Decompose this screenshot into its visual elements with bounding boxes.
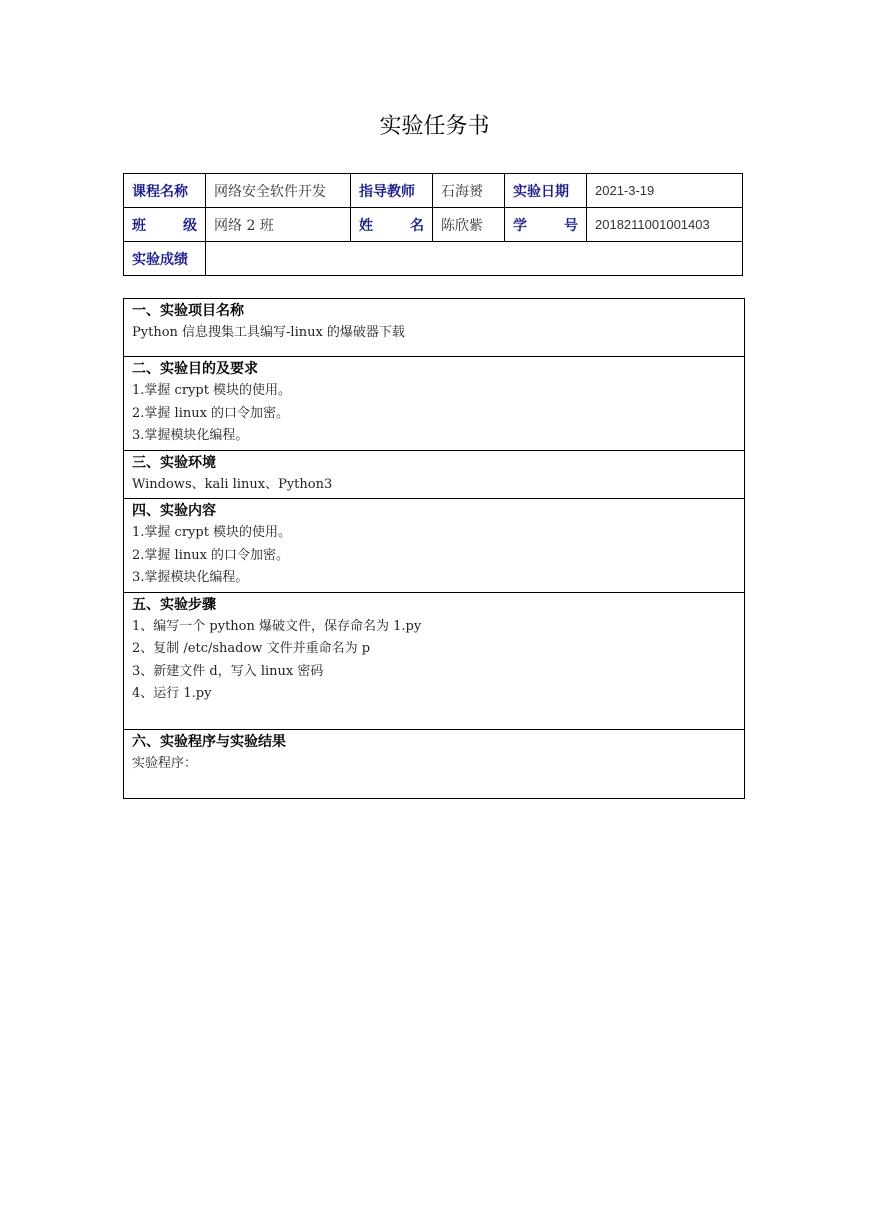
section-title: 四、实验内容 [132,503,216,519]
section-line: 3.掌握模块化编程。 [132,428,249,443]
section-line: 2、复制 /etc/shadow 文件并重命名为 p [132,641,371,656]
score-label: 实验成绩 [124,242,206,276]
section-line: 1、编写一个 python 爆破文件，保存命名为 1.py [132,618,422,634]
info-table [123,173,743,276]
section-line: 3.掌握模块化编程。 [132,570,249,585]
date-label: 实验日期 [505,174,587,208]
section-line: Python 信息搜集工具编写-linux 的爆破器下载 [132,325,405,340]
class-label: 班 级 [124,208,206,242]
section-title: 五、实验步骤 [132,596,216,613]
info-row-course [124,174,743,208]
section-line: 实验程序： [132,755,198,771]
content-table [123,298,745,799]
section-line: 1.掌握 crypt 模块的使用。 [132,525,292,540]
section-line: 4、运行 1.py [132,686,212,701]
section-objectives [124,357,745,451]
name-label: 姓 名 [351,208,433,242]
info-row-class [124,208,743,242]
section-title: 六、实验程序与实验结果 [132,733,286,750]
section-environment [124,450,745,499]
course-label: 课程名称 [124,174,206,208]
score-value [206,242,743,276]
course-value: 网络安全软件开发 [206,174,351,208]
teacher-label: 指导教师 [351,174,433,208]
section-line: 3、新建文件 d，写入 linux 密码 [132,663,324,679]
info-row-score [124,242,743,276]
section-content [124,499,745,593]
class-value: 网络 2 班 [206,208,351,242]
date-value: 2021-3-19 [587,174,743,208]
id-value: 2018211001001403 [587,208,743,242]
section-title: 一、实验项目名称 [132,303,244,319]
id-label: 学 号 [505,208,587,242]
name-value: 陈欣紫 [433,208,505,242]
section-line: 2.掌握 linux 的口令加密。 [132,547,290,563]
section-title: 三、实验环境 [132,454,216,471]
section-line: 2.掌握 linux 的口令加密。 [132,405,290,421]
teacher-value: 石海赟 [433,174,505,208]
document-title: 实验任务书 [379,114,490,139]
section-title: 二、实验目的及要求 [132,361,258,377]
section-line: Windows、kali linux、Python3 [132,476,333,492]
section-line: 1.掌握 crypt 模块的使用。 [132,383,292,398]
section-project-name [124,299,745,357]
section-program-results [124,729,745,798]
section-steps [124,592,745,729]
